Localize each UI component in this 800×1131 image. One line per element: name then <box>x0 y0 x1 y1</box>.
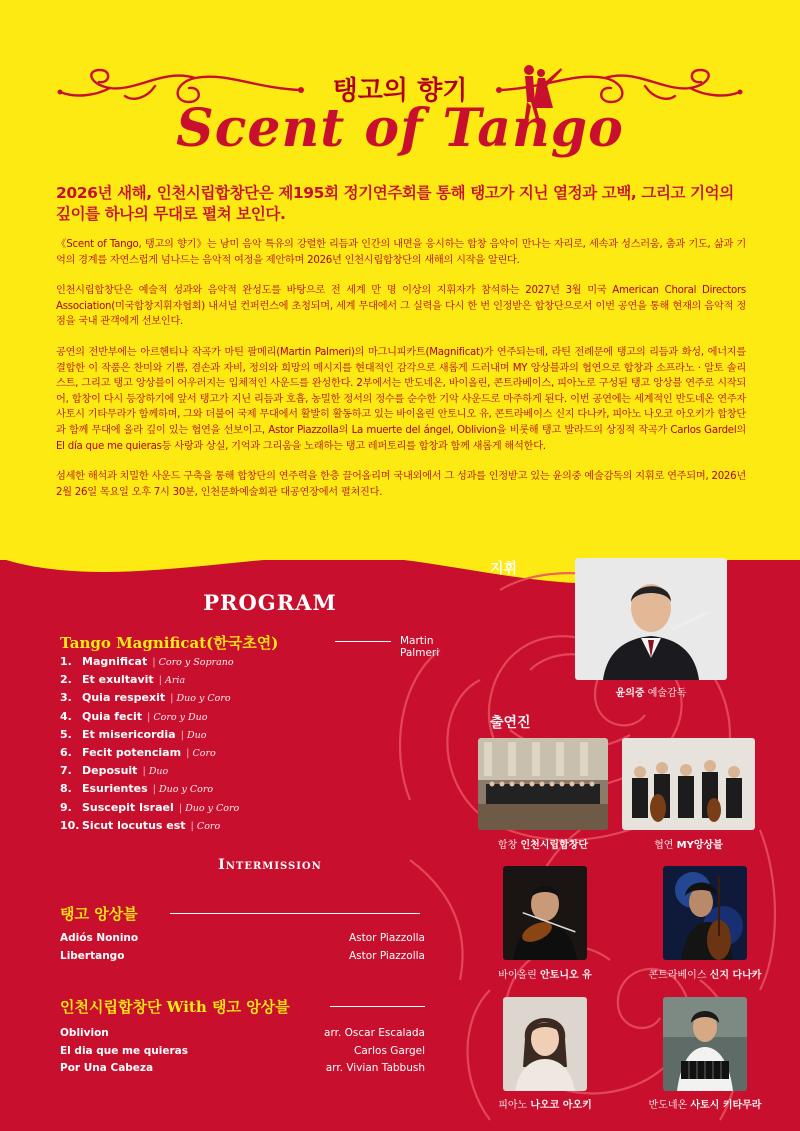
ensemble-piece-list <box>60 932 425 967</box>
movement-item <box>60 728 390 746</box>
work-divider <box>335 641 391 642</box>
violinist-photo <box>503 866 587 960</box>
movement-number: 7. <box>60 764 72 778</box>
piece-title: Adiós Nonino <box>60 932 139 944</box>
movement-separator: | <box>190 820 194 832</box>
intermission-heading: Intermission <box>218 857 322 873</box>
intro-paragraph: 공연의 전반부에는 아르헨티나 작곡가 마틴 팔메리(Martin Palmeri)의 마그니피카트(Magnificat)가 연주되는데, 라틴 전례문에 탱고의 리듬과 화성, 에너지를 결합한 이 작품은 찬미와 기쁨, 겸손과 자비, 정의와 희망의 메시지를 현대적인 감각으로 새롭게 드러내며 MY 앙상블과의 협연으로 합창과 소프라노 · 알토 솔리스트, 그리고 탱고 앙상블이 어우러지는 입체적인 사운드를 완성한다. 2부에서는 반도네온, 바이올린, 콘트라베이스, 피아노로 구성된 탱고 앙상블 연주로 시작되어, 합창이 다시 등장하기에 앞서 탱고가 지닌 리듬과 호흡, 농밀한 정서의 정수를 순수한 기악 사운드로 마주하게 된다. 이번 공연에는 세계적인 반도네온 연주자 사토시 기타무라가 함께하며, 그와 더불어 국제 무대에서 활발히 활동하고 있는 바이올린 안토니오 유, 콘트라베이스 신지 다나카, 피아노 나오코 아오키가 합창단과 함께 무대에 올라 깊이 있는 협연을 선보이고, Astor Piazzolla의 La muerte del ángel, Oblivion을 비롯해 탱고 발라드의 상징적 작곡가 Carlos Gardel의 El día que me quieras등 사랑과 상실, 기억과 그리움을 노래하는 탱고 레퍼토리를 합창과 함께 새롭게 해석한다. <box>56 346 746 452</box>
movement-name: Fecit potenciam <box>82 745 182 759</box>
piece-composer: Astor Piazzolla <box>348 949 425 962</box>
intro-paragraph: 《Scent of Tango, 탱고의 향기》는 남미 음악 특유의 강렬한 리듬과 인간의 내면을 응시하는 합창 음악이 만나는 자리로, 세속과 성스러움, 춤과 기도, 삶과 기억의 경계를 자연스럽게 넘나드는 음악적 여정을 제안하며 2026년 인천시립합창단의 새해의 시작을 알린다. <box>56 239 746 266</box>
movement-name: Et exultavit <box>82 673 154 687</box>
performer-caption <box>612 836 765 851</box>
movement-name: Quia respexit <box>82 691 166 705</box>
piece-item <box>60 1045 425 1063</box>
movement-number: 8. <box>60 782 72 796</box>
piece-composer: arr. Oscar Escalada <box>324 1027 425 1039</box>
movement-item <box>60 764 390 782</box>
performer-name: MY앙상블 <box>676 840 723 851</box>
movement-separator: | <box>170 693 174 705</box>
movement-name: Quia fecit <box>82 709 143 723</box>
piece-item <box>60 932 425 950</box>
movement-name: Sicut locutus est <box>82 818 186 832</box>
movement-item <box>60 801 390 819</box>
movement-item <box>60 655 390 673</box>
performer-name: 사토시 키타무라 <box>690 1100 762 1111</box>
movement-separator: | <box>158 675 163 687</box>
piece-item <box>60 950 425 968</box>
conductor-photo <box>575 558 727 680</box>
movement-role: Duo y Coro <box>176 693 231 705</box>
movement-name: Et misericordia <box>82 727 176 741</box>
movement-role: Coro y Soprano <box>158 657 234 668</box>
movement-item <box>60 710 390 728</box>
movement-item <box>60 746 390 764</box>
performer-role: 바이올린 <box>498 970 537 981</box>
performer-caption <box>470 1096 620 1111</box>
piece-composer: Astor Piazzolla <box>348 932 425 944</box>
intro-section <box>56 183 746 515</box>
movement-number: 6. <box>60 745 72 759</box>
performer-role: 반도네온 <box>648 1100 688 1111</box>
performer-name: 신지 다나카 <box>709 970 762 981</box>
movement-role: Duo <box>148 766 169 778</box>
movement-name: Suscepit Israel <box>82 800 174 814</box>
my-ensemble-photo <box>622 738 755 830</box>
movement-separator: | <box>152 657 156 668</box>
movement-role: Duo <box>186 729 207 741</box>
movement-separator: | <box>147 711 151 723</box>
performer-name: 안토니오 유 <box>540 970 592 981</box>
intro-headline: 2026년 새해, 인천시립합창단은 제195회 정기연주회를 통해 탱고가 지닌 열정과 고백, 그리고 기억의 깊이를 하나의 무대로 펼쳐 보인다. <box>56 184 734 223</box>
movement-number: 9. <box>60 800 72 814</box>
bandoneonist-photo <box>663 997 747 1091</box>
conductor-caption <box>575 684 727 699</box>
movement-separator: | <box>178 802 183 814</box>
movement-role: Coro y Duo <box>153 711 208 723</box>
movement-role: Aria <box>165 675 186 687</box>
ensemble-divider <box>170 913 420 914</box>
movement-list <box>60 655 390 837</box>
performer-name: 인천시립합창단 <box>520 840 589 851</box>
performer-role: 협연 <box>654 840 674 851</box>
piece-title: El dia que me quieras <box>60 1044 188 1057</box>
movement-number: 2. <box>60 673 72 687</box>
conductor-role: 예술감독 <box>647 688 687 699</box>
intro-paragraph: 인천시립합창단은 예술적 성과와 음악적 완성도를 바탕으로 전 세계 만 명 이상의 지휘자가 참석하는 2027년 3월 미국 American Choral Directors Association(미국합창지휘자협회) 내셔널 컨퍼런스에 초청되며, 세계 무대에서 그 실력을 다시 한 번 인정받은 합창단으로서 이번 공연을 통해 현재의 음악적 정점을 국내 관객에게 선보인다. <box>56 285 746 328</box>
piece-item <box>60 1027 425 1045</box>
movement-separator: | <box>180 729 184 741</box>
movement-role: Coro <box>192 747 216 759</box>
title-korean: 탱고의 향기 <box>332 76 468 106</box>
with-ensemble-heading: 인천시립합창단 With 탱고 앙상블 <box>60 998 290 1016</box>
piece-composer: Carlos Gargel <box>354 1044 425 1057</box>
intro-paragraph: 섬세한 해석과 치밀한 사운드 구축을 통해 합창단의 연주력을 한층 끌어올리며 국내외에서 그 성과를 인정받고 있는 윤의중 예술감독의 지휘로 연주되며, 2026년 2월 26일 목요일 오후 7시 30분, 인천문화예술회관 대공연장에서 펼쳐진다. <box>56 471 746 498</box>
movement-name: Deposuit <box>82 764 138 778</box>
performer-caption <box>470 966 620 981</box>
movement-item <box>60 691 390 709</box>
performer-caption <box>468 836 618 851</box>
movement-number: 1. <box>60 655 72 668</box>
work-title: Tango Magnificat(한국초연) <box>60 634 279 652</box>
main-work <box>60 632 440 659</box>
movement-separator: | <box>186 747 190 759</box>
choir-photo <box>478 738 608 830</box>
movement-item <box>60 673 390 691</box>
performer-name: 나오코 아오키 <box>530 1100 592 1111</box>
performers-label: 출연진 <box>490 715 531 731</box>
movement-item <box>60 819 390 837</box>
conductor-label: 지휘 <box>490 561 518 577</box>
ensemble-heading: 탱고 앙상블 <box>60 905 138 923</box>
performer-role: 합창 <box>497 840 518 851</box>
movement-role: Duo y Coro <box>185 802 240 814</box>
movement-item <box>60 782 390 800</box>
movement-separator: | <box>142 766 146 778</box>
with-ensemble-divider <box>330 1006 425 1007</box>
piece-title: Libertango <box>60 949 125 962</box>
movement-number: 5. <box>60 727 72 741</box>
movement-number: 4. <box>60 709 72 723</box>
pianist-photo <box>503 997 587 1091</box>
movement-role: Coro <box>196 820 221 832</box>
bassist-photo <box>663 866 747 960</box>
piece-composer: arr. Vivian Tabbush <box>325 1062 425 1074</box>
program-heading: PROGRAM <box>203 590 337 615</box>
movement-name: Magnificat <box>82 655 148 668</box>
with-ensemble-piece-list <box>60 1027 425 1080</box>
movement-separator: | <box>152 784 157 796</box>
piece-title: Por Una Cabeza <box>60 1062 154 1074</box>
work-composer: Martin Palmeri <box>400 635 440 659</box>
movement-name: Esurientes <box>82 782 148 796</box>
piece-title: Oblivion <box>60 1027 109 1039</box>
movement-role: Duo y Coro <box>159 784 214 796</box>
conductor-name: 윤의중 <box>615 688 645 699</box>
movement-number: 10. <box>60 818 80 832</box>
performer-caption <box>630 966 780 981</box>
piece-item <box>60 1062 425 1080</box>
performer-role: 피아노 <box>498 1100 528 1111</box>
movement-number: 3. <box>60 691 72 705</box>
performer-role: 콘트라베이스 <box>648 970 707 981</box>
title-english: Scent of Tango <box>176 98 624 159</box>
performer-caption <box>630 1096 780 1111</box>
